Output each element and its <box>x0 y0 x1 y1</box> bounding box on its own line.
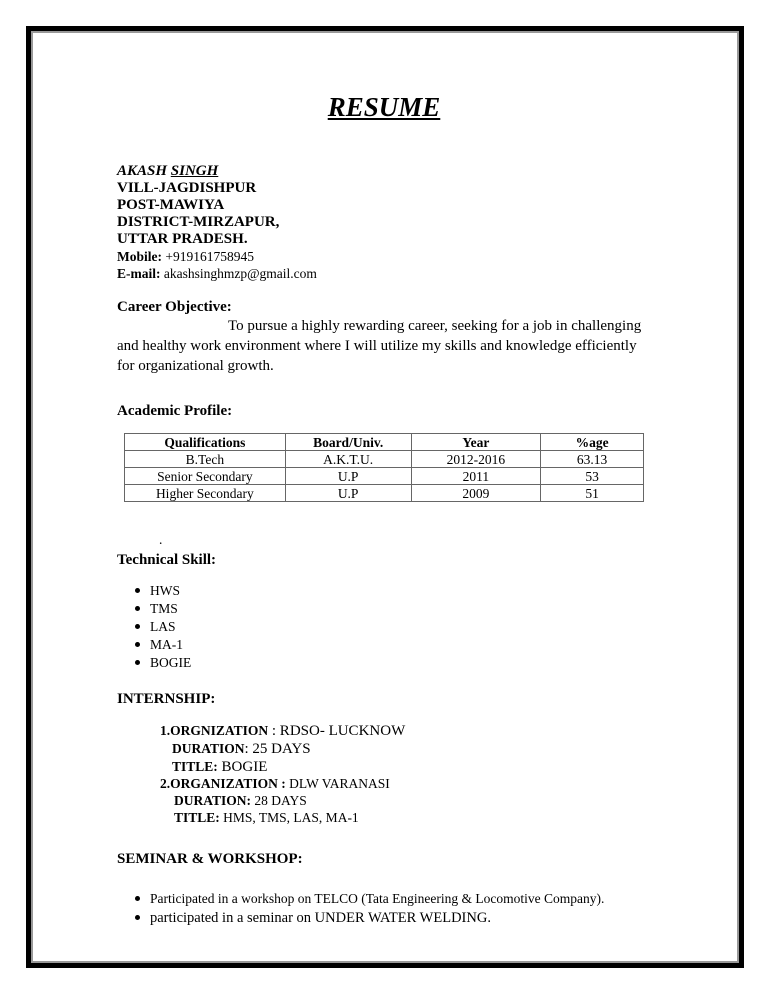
table-cell: Senior Secondary <box>125 468 286 485</box>
career-objective-line: for organizational growth. <box>117 358 274 374</box>
skill-item: LAS <box>135 620 176 634</box>
career-objective-line: and healthy work environment where I will utilize my skills and knowledge efficiently <box>117 338 637 354</box>
technical-skill-heading: Technical Skill: <box>117 552 217 568</box>
candidate-name: AKASH SINGH <box>117 163 219 179</box>
bullet-icon <box>135 588 140 593</box>
table-row <box>125 468 644 485</box>
column-header: Year <box>411 434 541 451</box>
bullet-icon <box>135 896 140 901</box>
seminar-item: Participated in a workshop on TELCO (Tata Engineering & Locomotive Company). <box>135 892 604 906</box>
table-row <box>125 451 644 468</box>
table-cell: 2011 <box>411 468 541 485</box>
table-cell: B.Tech <box>125 451 286 468</box>
email: E-mail: akashsinghmzp@gmail.com <box>117 266 317 281</box>
bullet-icon <box>135 624 140 629</box>
skill-item: MA-1 <box>135 638 183 652</box>
table-header-row <box>125 434 644 451</box>
resume-title: RESUME <box>327 92 441 122</box>
table-cell: 63.13 <box>541 451 644 468</box>
address-line: VILL-JAGDISHPUR <box>117 180 257 196</box>
address-line: DISTRICT-MIRZAPUR, <box>117 214 280 230</box>
table-cell: 51 <box>541 485 644 502</box>
table-row <box>125 485 644 502</box>
table-cell: 53 <box>541 468 644 485</box>
internship-duration-1: DURATION: 25 DAYS <box>172 741 311 757</box>
internship-title-2: TITLE: HMS, TMS, LAS, MA-1 <box>174 810 359 825</box>
column-header: Board/Univ. <box>285 434 411 451</box>
internship-org-1: 1.ORGNIZATION : RDSO- LUCKNOW <box>160 723 406 739</box>
column-header: Qualifications <box>125 434 286 451</box>
column-header: %age <box>541 434 644 451</box>
skill-item: BOGIE <box>135 656 191 670</box>
table-cell: 2009 <box>411 485 541 502</box>
bullet-icon <box>135 915 140 920</box>
skill-item: HWS <box>135 584 180 598</box>
internship-duration-2: DURATION: 28 DAYS <box>174 793 307 808</box>
career-objective-line: To pursue a highly rewarding career, seeking for a job in challenging <box>228 318 642 334</box>
bullet-icon <box>135 660 140 665</box>
table-cell: U.P <box>285 468 411 485</box>
academic-profile-heading: Academic Profile: <box>117 403 233 419</box>
stray-dot: . <box>159 532 163 547</box>
seminar-item: participated in a seminar on UNDER WATER WELDING. <box>135 911 491 926</box>
skill-item: TMS <box>135 602 178 616</box>
internship-org-2: 2.ORGANIZATION : DLW VARANASI <box>160 776 390 791</box>
table-cell: A.K.T.U. <box>285 451 411 468</box>
academic-table <box>124 433 644 502</box>
bullet-icon <box>135 606 140 611</box>
address-line: POST-MAWIYA <box>117 197 225 213</box>
seminar-heading: SEMINAR & WORKSHOP: <box>117 851 303 867</box>
mobile: Mobile: +919161758945 <box>117 249 254 264</box>
bullet-icon <box>135 642 140 647</box>
internship-title-1: TITLE: BOGIE <box>172 759 268 775</box>
table-cell: 2012-2016 <box>411 451 541 468</box>
career-objective-heading: Career Objective: <box>117 299 232 315</box>
table-cell: U.P <box>285 485 411 502</box>
internship-heading: INTERNSHIP: <box>117 691 216 707</box>
address-line: UTTAR PRADESH. <box>117 231 248 247</box>
table-cell: Higher Secondary <box>125 485 286 502</box>
